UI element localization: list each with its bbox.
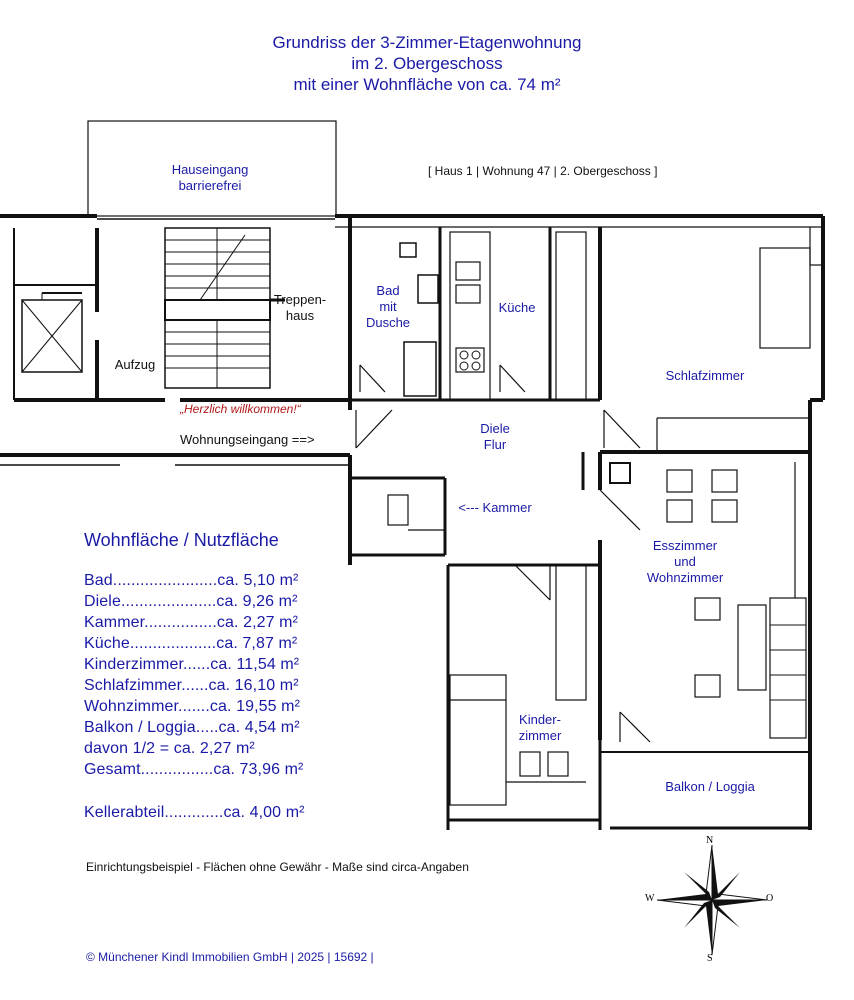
area-row: Kinderzimmer......ca. 11,54 m²	[84, 656, 300, 673]
compass-rose	[657, 845, 767, 955]
label-esszimmer: Esszimmer	[652, 538, 718, 553]
label-haus: haus	[285, 308, 315, 323]
disclaimer: Einrichtungsbeispiel - Flächen ohne Gewähr - Maße sind circa-Angaben	[86, 860, 469, 874]
area-row: Küche...................ca. 7,87 m²	[84, 635, 298, 652]
area-heading: Wohnfläche / Nutzfläche	[84, 530, 279, 550]
compass-w-label: W	[645, 893, 655, 904]
label-aufzug: Aufzug	[114, 357, 156, 372]
label-hauseingang: Hauseingang	[171, 162, 249, 177]
label-balkon: Balkon / Loggia	[665, 779, 755, 794]
label-bad-mit: mit	[379, 299, 397, 314]
label-dusche: Dusche	[365, 315, 411, 330]
label-kinder: Kinder-	[519, 712, 561, 727]
label-treppen: Treppen-	[273, 292, 327, 307]
area-row: davon 1/2 = ca. 2,27 m²	[84, 740, 255, 757]
label-wohnzimmer: Wohnzimmer	[646, 570, 724, 585]
plan-title-line-2: im 2. Obergeschoss	[351, 54, 503, 73]
location-label: [ Haus 1 | Wohnung 47 | 2. Obergeschoss ]	[428, 164, 658, 178]
compass-n-label: N	[706, 835, 714, 846]
area-row: Kammer................ca. 2,27 m²	[84, 614, 299, 631]
copyright: © Münchener Kindl Immobilien GmbH | 2025 | 15692 |	[86, 950, 374, 964]
label-und: und	[674, 554, 696, 569]
area-row: Gesamt................ca. 73,96 m²	[84, 761, 304, 778]
label-wohnungseingang: Wohnungseingang ==>	[180, 432, 315, 447]
area-row: Schlafzimmer......ca. 16,10 m²	[84, 677, 299, 694]
area-row-keller: Kellerabteil.............ca. 4,00 m²	[84, 804, 305, 821]
label-schlafzimmer: Schlafzimmer	[665, 368, 745, 383]
area-row: Wohnzimmer.......ca. 19,55 m²	[84, 698, 301, 715]
label-bad: Bad	[376, 283, 400, 298]
label-kueche: Küche	[498, 300, 536, 315]
compass-s-label: S	[707, 953, 713, 964]
label-diele: Diele	[480, 421, 510, 436]
area-row: Diele.....................ca. 9,26 m²	[84, 593, 298, 610]
plan-title-line-1: Grundriss der 3-Zimmer-Etagenwohnung	[272, 33, 582, 52]
label-kammer: <--- Kammer	[458, 500, 532, 515]
label-zimmer: zimmer	[518, 728, 562, 743]
compass-o-label: O	[766, 893, 774, 904]
area-row: Balkon / Loggia.....ca. 4,54 m²	[84, 719, 300, 736]
plan-title-line-3: mit einer Wohnfläche von ca. 74 m²	[293, 75, 561, 94]
welcome-text: „Herzlich willkommen!“	[180, 402, 301, 416]
label-barrierefrei: barrierefrei	[178, 178, 242, 193]
area-row: Bad.......................ca. 5,10 m²	[84, 572, 299, 589]
label-flur: Flur	[483, 437, 507, 452]
